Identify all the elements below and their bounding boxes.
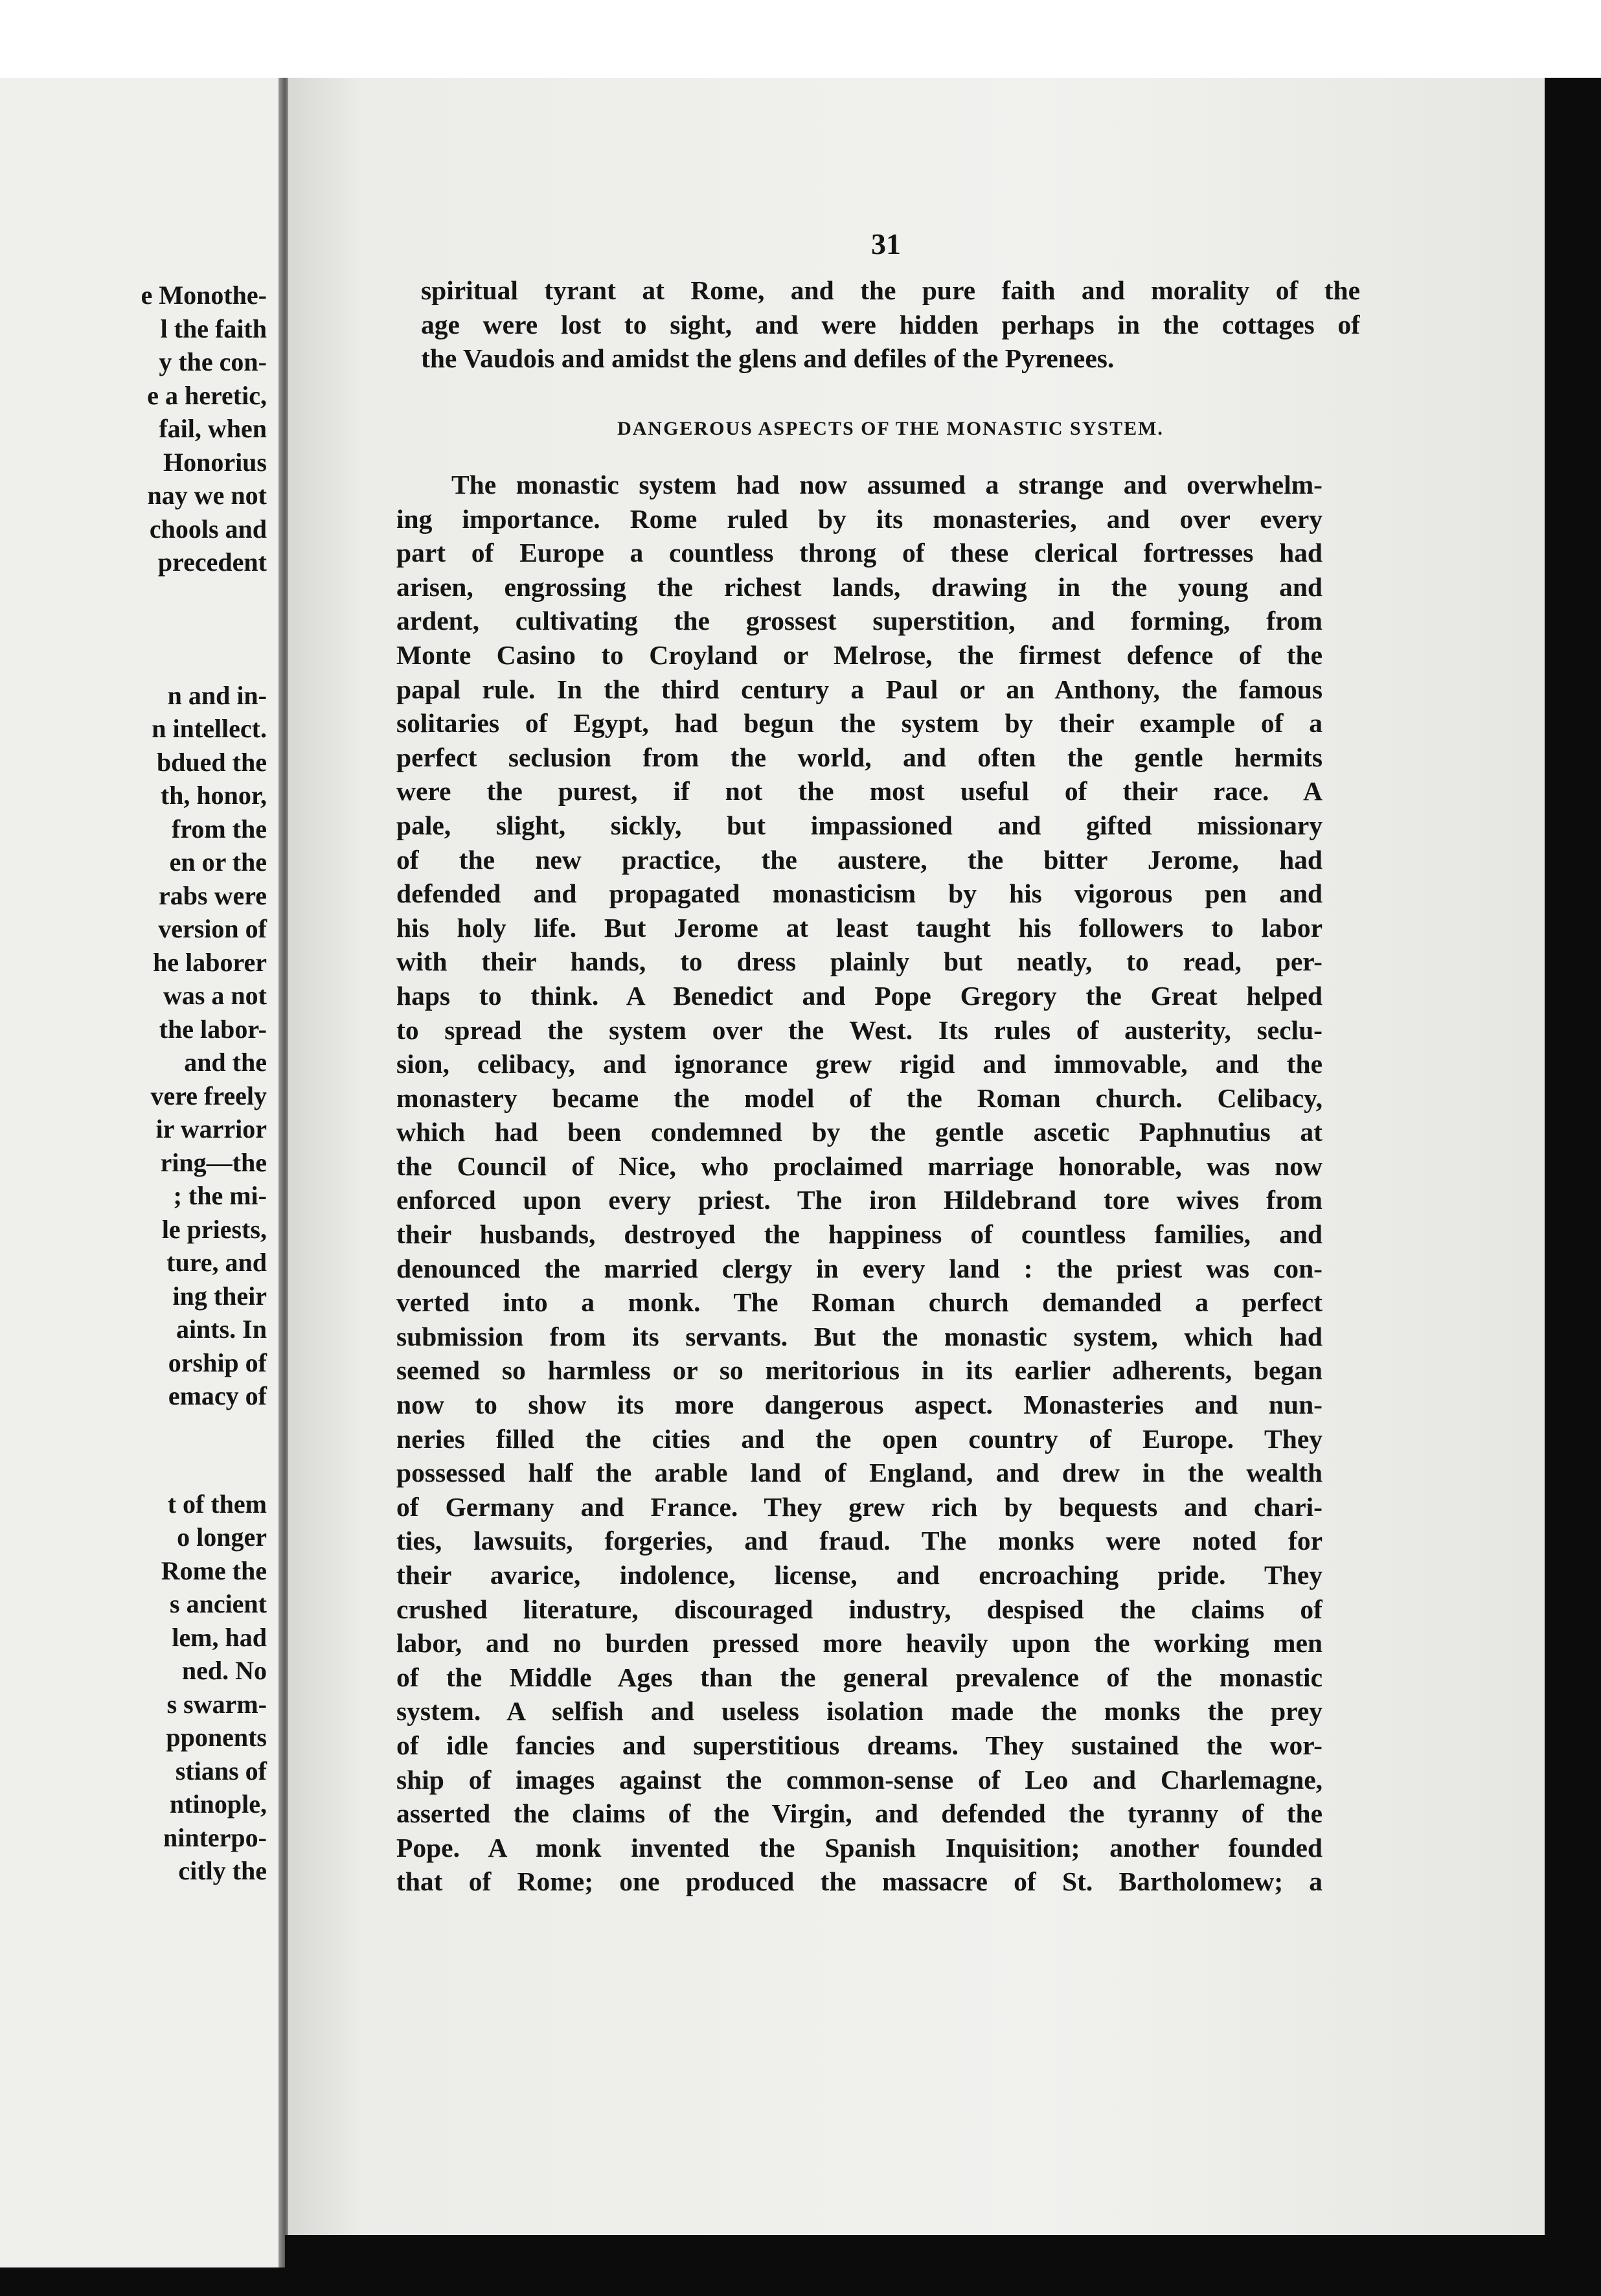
text-line: to spread the system over the West. Its rules of austerity, seclu-	[396, 1015, 1323, 1045]
text-line: spiritual tyrant at Rome, and the pure faith and morality of the	[421, 275, 1360, 305]
text-line: defended and propagated monasticism by his vigorous pen and	[396, 878, 1323, 909]
text-line: the Vaudois and amidst the glens and defiles of the Pyrenees.	[421, 343, 1115, 374]
left-page-line: fail, when	[159, 414, 267, 443]
text-line: solitaries of Egypt, had begun the system by their example of a	[396, 708, 1323, 739]
left-page-line: emacy of	[168, 1381, 267, 1410]
text-line: of Germany and France. They grew rich by bequests and chari-	[396, 1491, 1323, 1522]
left-page-line: n and in-	[167, 680, 267, 710]
text-line: their husbands, destroyed the happiness of countless families, and	[396, 1219, 1323, 1250]
left-page-line	[0, 1413, 272, 1487]
text-line: Pope. A monk invented the Spanish Inquisition; another founded	[396, 1832, 1323, 1863]
left-page-line: nay we not	[147, 481, 267, 510]
text-line: system. A selfish and useless isolation made the monks the prey	[396, 1696, 1323, 1727]
text-line: verted into a monk. The Roman church demanded a perfect	[396, 1287, 1323, 1318]
page-number: 31	[871, 227, 901, 260]
left-page-line: precedent	[157, 547, 267, 577]
text-line: asserted the claims of the Virgin, and defended the tyranny of the	[396, 1798, 1323, 1829]
text-line: which had been condemned by the gentle ascetic Paphnutius at	[396, 1117, 1323, 1147]
text-line: papal rule. In the third century a Paul or an Anthony, the famous	[396, 674, 1323, 704]
left-page-line: lem, had	[172, 1622, 267, 1652]
body-paragraph	[396, 468, 1323, 1899]
left-page-line: e a heretic,	[147, 380, 267, 410]
text-line: perfect seclusion from the world, and often the gentle hermits	[396, 742, 1323, 772]
left-page-line: ntinople,	[169, 1789, 267, 1819]
text-line: part of Europe a countless throng of these clerical fortresses had	[396, 538, 1323, 568]
left-page-line: ; the mi-	[173, 1181, 267, 1210]
left-page-line: Honorius	[163, 447, 267, 477]
text-line: crushed literature, discouraged industry, despised the claims of	[396, 1594, 1323, 1624]
text-line: sion, celibacy, and ignorance grew rigid and immovable, and the	[396, 1049, 1323, 1079]
text-line: of the new practice, the austere, the bitter Jerome, had	[396, 844, 1323, 875]
left-page-line: aints. In	[176, 1314, 267, 1344]
left-page-line: y the con-	[159, 347, 267, 376]
text-line: enforced upon every priest. The iron Hildebrand tore wives from	[396, 1185, 1323, 1215]
text-line: ardent, cultivating the grossest superstition, and forming, from	[396, 606, 1323, 636]
left-page-line: ir warrior	[155, 1114, 267, 1143]
left-page-line: en or the	[169, 847, 267, 877]
text-line: labor, and no burden pressed more heavily upon the working men	[396, 1628, 1323, 1659]
text-line: the Council of Nice, who proclaimed marriage honorable, was now	[396, 1151, 1323, 1181]
left-page-line: chools and	[149, 514, 267, 544]
text-line: his holy life. But Jerome at least taught his followers to labor	[396, 912, 1323, 943]
left-page-line: ned. No	[181, 1656, 267, 1685]
left-page-line: le priests,	[161, 1214, 267, 1244]
left-page-fragment	[0, 78, 285, 2267]
left-page-line: n intellect.	[152, 714, 267, 743]
text-line: The monastic system had now assumed a strange and overwhelm-	[451, 470, 1323, 499]
left-page-line: from the	[172, 814, 267, 844]
text-line: of idle fancies and superstitious dreams. They sustained the wor-	[396, 1730, 1323, 1760]
left-page-line: orship of	[168, 1348, 267, 1377]
left-page-line: rabs were	[159, 880, 267, 910]
text-line: monastery became the model of the Roman church. Celibacy,	[396, 1083, 1323, 1113]
text-line: ship of images against the common-sense of Leo and Charlemagne,	[396, 1764, 1323, 1795]
text-line: haps to think. A Benedict and Pope Gregory the Great helped	[396, 980, 1323, 1011]
text-line: Monte Casino to Croyland or Melrose, the firmest defence of the	[396, 639, 1323, 670]
left-page-line: o longer	[177, 1522, 267, 1552]
left-page-line: e Monothe-	[141, 281, 267, 310]
text-line: arisen, engrossing the richest lands, drawing in the young and	[396, 571, 1323, 602]
left-page-text	[0, 279, 272, 1888]
left-page-line: vere freely	[150, 1081, 267, 1110]
scan-edge-bottom	[285, 2235, 1554, 2296]
left-page-line: was a not	[163, 981, 267, 1010]
text-line: neries filled the cities and the open country of Europe. They	[396, 1423, 1323, 1454]
scan-edge-right	[1545, 78, 1601, 2296]
text-line: denounced the married clergy in every land : the priest was con-	[396, 1253, 1323, 1283]
text-line: now to show its more dangerous aspect. Monasteries and nun-	[396, 1390, 1323, 1420]
section-heading: DANGEROUS ASPECTS OF THE MONASTIC SYSTEM.	[617, 418, 1164, 439]
left-page-line: and the	[184, 1048, 267, 1077]
text-line: their avarice, indolence, license, and encroaching pride. They	[396, 1560, 1323, 1590]
text-line: were the purest, if not the most useful of their race. A	[396, 776, 1323, 807]
text-line: possessed half the arable land of England, and drew in the wealth	[396, 1458, 1323, 1488]
left-page-line: s swarm-	[166, 1689, 267, 1719]
left-page-line: citly the	[178, 1856, 267, 1885]
text-line: age were lost to sight, and were hidden perhaps in the cottages of	[421, 309, 1360, 339]
left-page-line: version of	[158, 914, 267, 943]
text-line: submission from its servants. But the monastic system, which had	[396, 1321, 1323, 1351]
text-line: with their hands, to dress plainly but neatly, to read, per-	[396, 947, 1323, 977]
left-page-line: s ancient	[170, 1589, 267, 1618]
left-page-line: pponents	[166, 1723, 267, 1752]
left-page-line: bdued the	[156, 747, 267, 777]
text-line: that of Rome; one produced the massacre of St. Bartholomew; a	[396, 1866, 1323, 1897]
text-line: ing importance. Rome ruled by its monasteries, and over every	[396, 503, 1323, 534]
left-page-line: th, honor,	[160, 781, 267, 810]
text-line: ties, lawsuits, forgeries, and fraud. The monks were noted for	[396, 1526, 1323, 1556]
text-line: of the Middle Ages than the general prevalence of the monastic	[396, 1662, 1323, 1692]
left-page-line: ninterpo-	[163, 1822, 267, 1852]
left-page-line	[0, 579, 272, 679]
left-page-line: t of them	[167, 1489, 267, 1519]
intro-paragraph	[421, 273, 1360, 376]
scan-border	[0, 0, 1601, 84]
left-page-line: l the faith	[160, 314, 267, 343]
text-line: seemed so harmless or so meritorious in its earlier adherents, began	[396, 1355, 1323, 1386]
left-page-line: stians of	[175, 1756, 267, 1785]
left-page-line: ring—the	[160, 1147, 267, 1177]
left-page-line: ture, and	[166, 1248, 267, 1277]
left-page-line: the labor-	[159, 1014, 267, 1044]
text-line: pale, slight, sickly, but impassioned and gifted missionary	[396, 810, 1323, 840]
left-page-line: Rome the	[161, 1556, 267, 1585]
left-page-line: he laborer	[153, 947, 267, 977]
left-page-line: ing their	[172, 1281, 267, 1311]
